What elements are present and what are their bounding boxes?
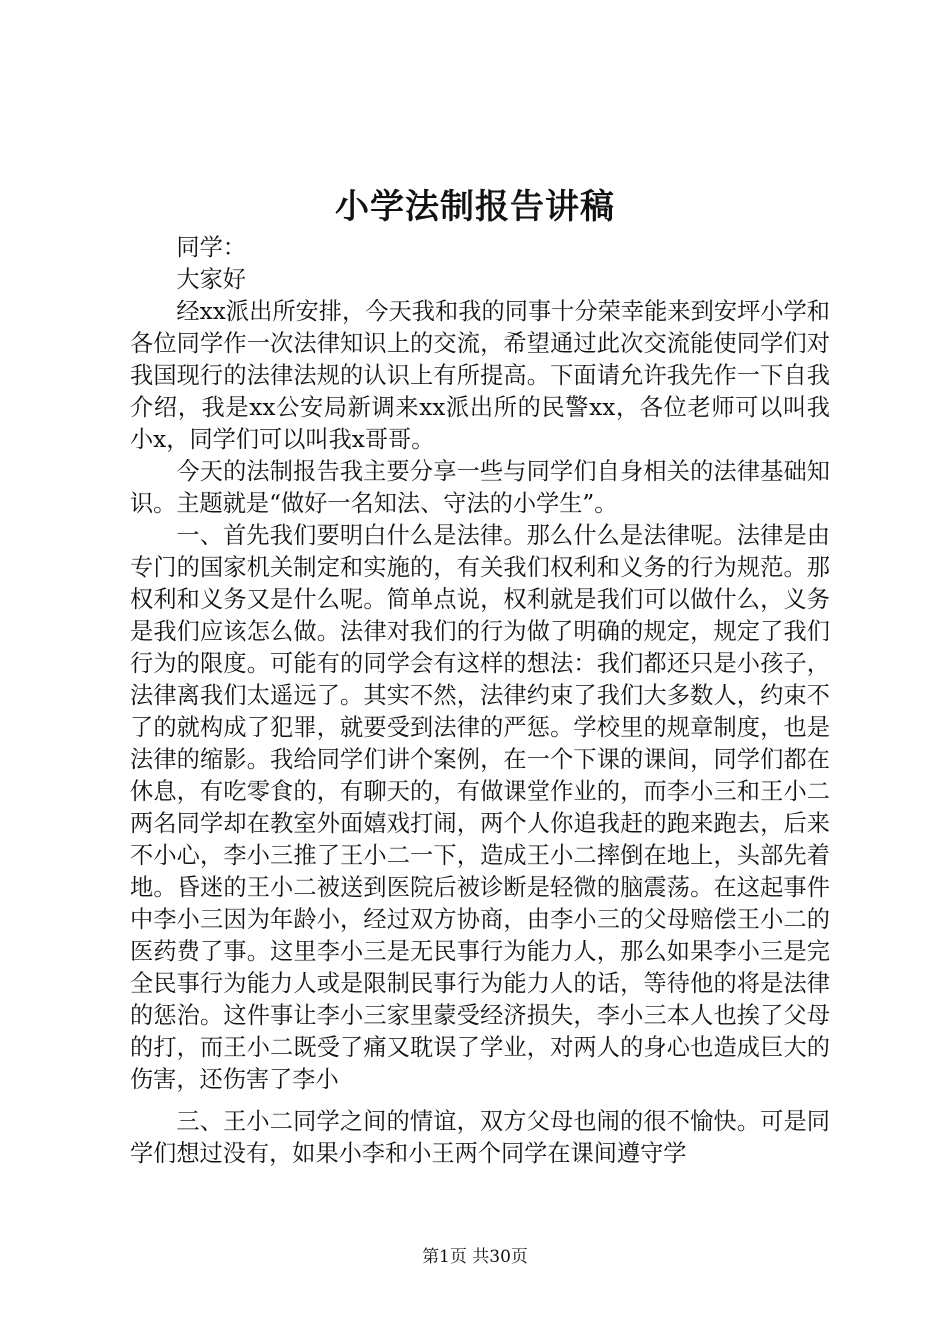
section-one-paragraph: 一、首先我们要明白什么是法律。那么什么是法律呢。法律是由专门的国家机关制定和实施的，有关我们权利和义务的行为规范。那权利和义务又是什么呢。简单点说，权利就是我们可以做什么，义务是我们应该怎么做。法律对我们的行为做了明确的规定，规定了我们行为的限度。可能有的同学会有这样的想法：我们都还只是小孩子，法律离我们太遥远了。其实不然，法律约束了我们大多数人，约束不了的就构成了犯罪，就要受到法律的严惩。学校里的规章制度，也是法律的缩影。我给同学们讲个案例，在一个下课的课间，同学们都在休息，有吃零食的，有聊天的，有做课堂作业的，而李小三和王小二两名同学却在教室外面嬉戏打闹，两个人你追我赶的跑来跑去，后来不小心，李小三推了王小二一下，造成王小二摔倒在地上，头部先着地。昏迷的王小二被送到医院后被诊断是轻微的脑震荡。在这起事件中李小三因为年龄小，经过双方协商，由李小三的父母赔偿王小二的医药费了事。这里李小三是无民事行为能力人，那么如果李小三是完全民事行为能力人或是限制民事行为能力人的话，等待他的将是法律的惩治。这件事让李小三家里蒙受经济损失，李小三本人也挨了父母的打，而王小二既受了痛又耽误了学业，对两人的身心也造成巨大的伤害，还伤害了李小 [130,522,830,1093]
intro-paragraph: 经xx派出所安排，今天我和我的同事十分荣幸能来到安坪小学和各位同学作一次法律知识上的交流，希望通过此次交流能使同学们对我国现行的法律法规的认识上有所提高。下面请允许我先作一下自我介绍，我是xx公安局新调来xx派出所的民警xx，各位老师可以叫我小x，同学们可以叫我x哥哥。 [130,298,830,453]
section-three-paragraph: 三、王小二同学之间的情谊，双方父母也闹的很不愉快。可是同学们想过没有，如果小李和小王两个同学在课间遵守学 [130,1108,830,1167]
document-body [130,232,830,1170]
page-footer: 第1页 共30页 [422,1247,528,1267]
greeting-paragraph: 同学： [176,234,246,261]
topic-paragraph: 今天的法制报告我主要分享一些与同学们自身相关的法律基础知识。主题就是“做好一名知法、守法的小学生”。 [130,458,830,517]
salutation-paragraph: 大家好 [176,266,246,293]
document-title: 小学法制报告讲稿 [335,187,615,227]
